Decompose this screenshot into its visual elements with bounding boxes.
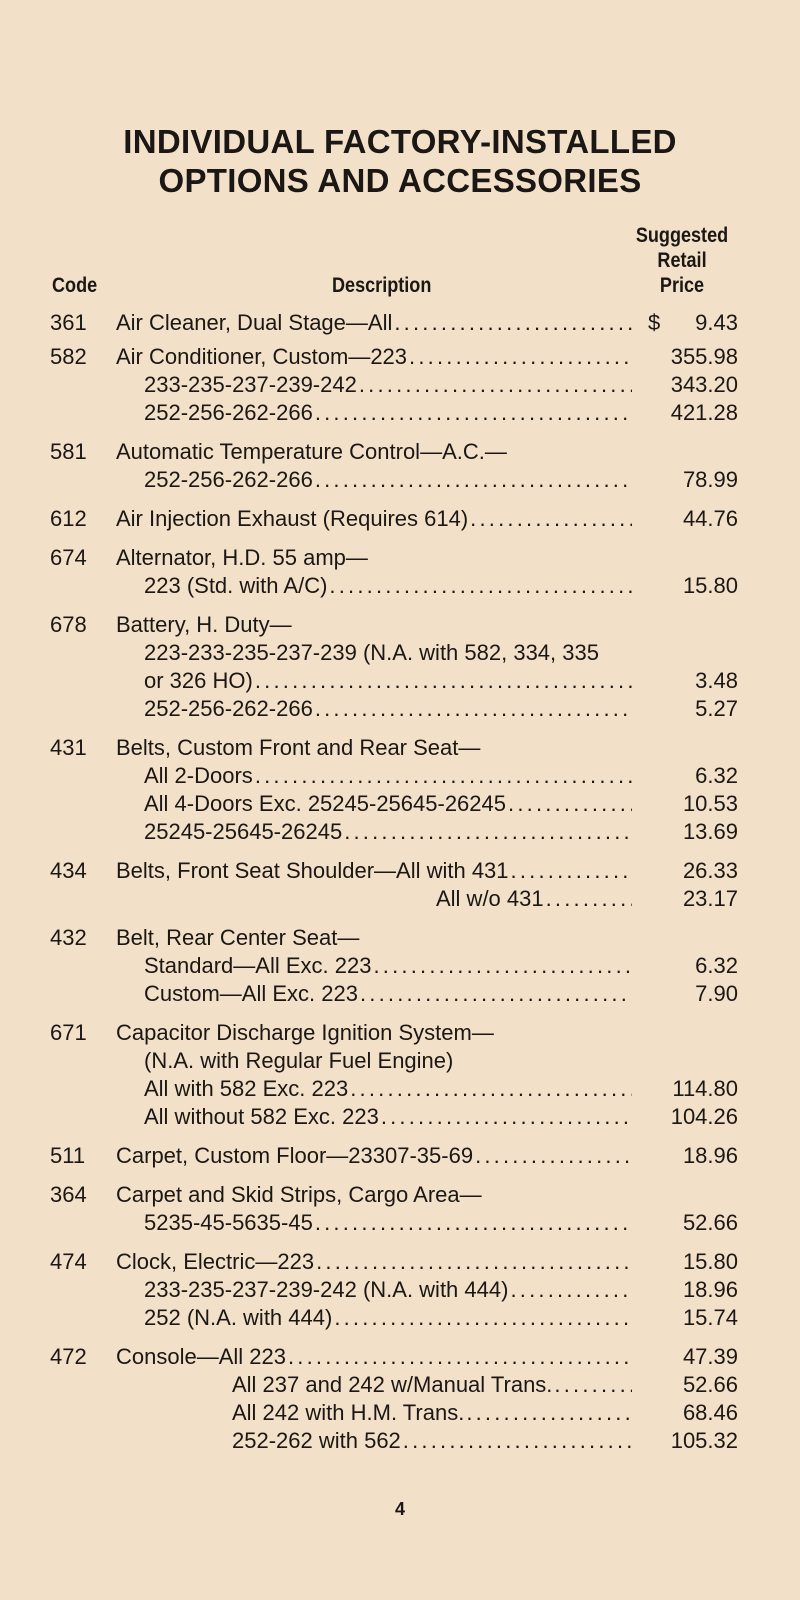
option-price-value: 114.80 bbox=[672, 1076, 738, 1101]
option-price bbox=[628, 343, 738, 371]
dot-leader bbox=[544, 885, 632, 913]
option-description bbox=[144, 572, 632, 600]
option-description-text: 252-256-262-266 bbox=[144, 400, 313, 425]
option-description bbox=[116, 1019, 700, 1047]
dot-leader bbox=[313, 1209, 632, 1237]
option-row bbox=[0, 1075, 800, 1103]
option-price bbox=[628, 980, 738, 1008]
column-header-code: Code bbox=[52, 274, 98, 297]
option-description bbox=[116, 734, 700, 762]
dot-leader bbox=[358, 980, 632, 1008]
option-description bbox=[116, 309, 632, 337]
option-row bbox=[0, 1304, 800, 1332]
option-code: 612 bbox=[50, 506, 87, 531]
dot-leader bbox=[332, 1304, 632, 1332]
option-price-value: 3.48 bbox=[695, 668, 738, 693]
option-description-text: Alternator, H.D. 55 amp— bbox=[116, 545, 368, 570]
option-price-value: 47.39 bbox=[682, 1344, 738, 1369]
option-description-text: Air Cleaner, Dual Stage—All bbox=[116, 310, 393, 335]
option-description bbox=[144, 762, 632, 790]
option-description bbox=[144, 980, 632, 1008]
option-code: 472 bbox=[50, 1344, 87, 1369]
dot-leader bbox=[327, 572, 632, 600]
dot-leader bbox=[313, 399, 632, 427]
option-description bbox=[232, 1399, 632, 1427]
dot-leader bbox=[379, 1103, 632, 1131]
option-description bbox=[144, 818, 632, 846]
dot-leader bbox=[407, 343, 632, 371]
option-row bbox=[0, 1209, 800, 1237]
option-description-text: Carpet and Skid Strips, Cargo Area— bbox=[116, 1182, 482, 1207]
option-description-text: All 242 with H.M. Trans. bbox=[232, 1400, 465, 1425]
option-description bbox=[144, 1047, 700, 1075]
option-row bbox=[0, 857, 800, 885]
option-price bbox=[628, 1427, 738, 1455]
dot-leader bbox=[468, 505, 632, 533]
option-code: 674 bbox=[50, 545, 87, 570]
dot-leader bbox=[552, 1371, 632, 1399]
column-header-price-line-3: Price bbox=[659, 274, 705, 297]
option-description-text: All 237 and 242 w/Manual Trans. bbox=[232, 1372, 553, 1397]
option-price bbox=[628, 1371, 738, 1399]
option-description bbox=[144, 1209, 632, 1237]
dot-leader bbox=[392, 309, 632, 337]
option-description bbox=[144, 667, 632, 695]
dollar-sign: $ bbox=[648, 310, 661, 335]
option-description-text: 233-235-237-239-242 (N.A. with 444) bbox=[144, 1277, 509, 1302]
option-description-text: 223-233-235-237-239 (N.A. with 582, 334, 335 bbox=[144, 640, 599, 665]
option-price-value: 6.32 bbox=[695, 953, 738, 978]
option-price bbox=[628, 1399, 738, 1427]
option-row bbox=[0, 980, 800, 1008]
option-row bbox=[0, 639, 800, 667]
option-price bbox=[628, 572, 738, 600]
option-price-value: 52.66 bbox=[682, 1210, 738, 1235]
option-price-value: 18.96 bbox=[682, 1277, 738, 1302]
option-code: 431 bbox=[50, 735, 87, 760]
option-row bbox=[0, 438, 800, 466]
option-row bbox=[0, 343, 800, 371]
dot-leader bbox=[286, 1343, 632, 1371]
option-description-text: Capacitor Discharge Ignition System— bbox=[116, 1020, 494, 1045]
option-description-text: All w/o 431 bbox=[436, 886, 544, 911]
option-description bbox=[144, 1103, 632, 1131]
option-description-text: or 326 HO) bbox=[144, 668, 253, 693]
option-price bbox=[628, 1248, 738, 1276]
option-price-value: 355.98 bbox=[670, 344, 738, 369]
dot-leader bbox=[371, 952, 632, 980]
option-description bbox=[116, 1181, 700, 1209]
option-row bbox=[0, 399, 800, 427]
option-price bbox=[628, 1103, 738, 1131]
option-description bbox=[144, 639, 700, 667]
option-description-text: 252-256-262-266 bbox=[144, 696, 313, 721]
option-description-text: Belts, Custom Front and Rear Seat— bbox=[116, 735, 481, 760]
option-row bbox=[0, 695, 800, 723]
option-description-text: Belt, Rear Center Seat— bbox=[116, 925, 360, 950]
dot-leader bbox=[464, 1399, 632, 1427]
option-row bbox=[0, 572, 800, 600]
option-price bbox=[628, 695, 738, 723]
option-description-text: 223 (Std. with A/C) bbox=[144, 573, 328, 598]
dot-leader bbox=[314, 1248, 632, 1276]
option-price bbox=[628, 857, 738, 885]
option-price bbox=[628, 818, 738, 846]
option-row bbox=[0, 790, 800, 818]
option-code: 364 bbox=[50, 1182, 87, 1207]
option-row bbox=[0, 667, 800, 695]
option-price-value: 52.66 bbox=[682, 1372, 738, 1397]
option-price bbox=[628, 952, 738, 980]
option-description bbox=[144, 399, 632, 427]
option-description bbox=[116, 505, 632, 533]
option-description bbox=[116, 611, 700, 639]
option-description-text: All with 582 Exc. 223 bbox=[144, 1076, 349, 1101]
option-code: 582 bbox=[50, 344, 87, 369]
option-row bbox=[0, 544, 800, 572]
option-row bbox=[0, 1181, 800, 1209]
option-description bbox=[436, 885, 632, 913]
dot-leader bbox=[401, 1427, 632, 1455]
option-row bbox=[0, 1343, 800, 1371]
option-row bbox=[0, 1399, 800, 1427]
option-description-text: Standard—All Exc. 223 bbox=[144, 953, 372, 978]
dot-leader bbox=[357, 371, 632, 399]
option-row bbox=[0, 952, 800, 980]
option-description bbox=[232, 1371, 632, 1399]
option-description-text: 5235-45-5635-45 bbox=[144, 1210, 313, 1235]
option-description-text: (N.A. with Regular Fuel Engine) bbox=[144, 1048, 454, 1073]
option-description bbox=[116, 857, 632, 885]
option-description-text: 252 (N.A. with 444) bbox=[144, 1305, 333, 1330]
option-description-text: All without 582 Exc. 223 bbox=[144, 1104, 379, 1129]
option-description bbox=[144, 371, 632, 399]
option-description bbox=[144, 695, 632, 723]
option-description bbox=[232, 1427, 632, 1455]
option-price-value: 78.99 bbox=[682, 467, 738, 492]
option-row bbox=[0, 1047, 800, 1075]
option-description-text: Console—All 223 bbox=[116, 1344, 286, 1369]
option-price-value: 15.74 bbox=[682, 1305, 738, 1330]
option-description bbox=[116, 1142, 632, 1170]
page-title-line-2: OPTIONS AND ACCESSORIES bbox=[158, 162, 642, 199]
page-number: 4 bbox=[394, 1499, 405, 1519]
option-price-value: 7.90 bbox=[695, 981, 738, 1006]
option-price bbox=[628, 371, 738, 399]
option-description bbox=[116, 544, 700, 572]
option-code: 678 bbox=[50, 612, 87, 637]
option-row bbox=[0, 1142, 800, 1170]
option-description bbox=[144, 1075, 632, 1103]
option-price-value: 421.28 bbox=[670, 400, 738, 425]
option-price-value: 343.20 bbox=[670, 372, 738, 397]
option-row bbox=[0, 1427, 800, 1455]
option-code: 434 bbox=[50, 858, 87, 883]
option-description bbox=[116, 924, 700, 952]
option-description-text: 25245-25645-26245 bbox=[144, 819, 343, 844]
option-price bbox=[628, 1276, 738, 1304]
option-price bbox=[628, 885, 738, 913]
column-header-price-line-1: Suggested bbox=[635, 224, 729, 247]
page-title-line-1: INDIVIDUAL FACTORY-INSTALLED bbox=[123, 123, 677, 160]
option-price-value: 105.32 bbox=[670, 1428, 738, 1453]
option-price-value: 68.46 bbox=[682, 1400, 738, 1425]
dot-leader bbox=[508, 1276, 632, 1304]
option-price bbox=[628, 505, 738, 533]
option-price-value: 6.32 bbox=[695, 763, 738, 788]
option-row bbox=[0, 309, 800, 337]
option-price bbox=[628, 1343, 738, 1371]
dot-leader bbox=[473, 1142, 632, 1170]
option-row bbox=[0, 885, 800, 913]
option-row bbox=[0, 1371, 800, 1399]
option-row bbox=[0, 466, 800, 494]
option-price-value: 15.80 bbox=[682, 573, 738, 598]
dot-leader bbox=[313, 466, 632, 494]
option-row bbox=[0, 1276, 800, 1304]
option-description-text: 252-262 with 562 bbox=[232, 1428, 401, 1453]
dot-leader bbox=[348, 1075, 632, 1103]
dot-leader bbox=[509, 857, 632, 885]
option-description bbox=[116, 438, 700, 466]
option-description bbox=[144, 790, 632, 818]
option-price bbox=[628, 399, 738, 427]
column-header-price-line-2: Retail bbox=[657, 249, 707, 272]
option-row bbox=[0, 762, 800, 790]
option-code: 432 bbox=[50, 925, 87, 950]
option-description-text: Air Conditioner, Custom—223 bbox=[116, 344, 408, 369]
option-price bbox=[628, 466, 738, 494]
option-price bbox=[628, 1075, 738, 1103]
option-price-value: 18.96 bbox=[682, 1143, 738, 1168]
option-price-value: 104.26 bbox=[670, 1104, 738, 1129]
option-description-text: 233-235-237-239-242 bbox=[144, 372, 357, 397]
column-header-description: Description bbox=[332, 274, 432, 297]
dot-leader bbox=[313, 695, 632, 723]
option-row bbox=[0, 818, 800, 846]
option-row bbox=[0, 611, 800, 639]
option-row bbox=[0, 371, 800, 399]
option-description bbox=[144, 466, 632, 494]
option-price bbox=[628, 309, 738, 337]
option-description-text: Carpet, Custom Floor—23307-35-69 bbox=[116, 1143, 474, 1168]
option-price-value: 9.43 bbox=[695, 310, 738, 335]
option-description-text: All 2-Doors bbox=[144, 763, 253, 788]
option-price bbox=[628, 1209, 738, 1237]
option-price-value: 10.53 bbox=[682, 791, 738, 816]
option-price bbox=[628, 1304, 738, 1332]
option-description bbox=[144, 1276, 632, 1304]
option-price-value: 15.80 bbox=[682, 1249, 738, 1274]
option-description bbox=[144, 1304, 632, 1332]
option-description-text: 252-256-262-266 bbox=[144, 467, 313, 492]
option-code: 581 bbox=[50, 439, 87, 464]
option-price-value: 26.33 bbox=[682, 858, 738, 883]
option-description-text: All 4-Doors Exc. 25245-25645-26245 bbox=[144, 791, 507, 816]
option-price-value: 5.27 bbox=[695, 696, 738, 721]
option-price bbox=[628, 762, 738, 790]
dot-leader bbox=[253, 762, 632, 790]
option-description bbox=[116, 1248, 632, 1276]
option-row bbox=[0, 505, 800, 533]
option-price-value: 13.69 bbox=[682, 819, 738, 844]
dot-leader bbox=[253, 667, 632, 695]
option-description bbox=[116, 1343, 632, 1371]
option-price bbox=[628, 1142, 738, 1170]
option-price bbox=[628, 790, 738, 818]
option-row bbox=[0, 1019, 800, 1047]
option-code: 361 bbox=[50, 310, 87, 335]
dot-leader bbox=[506, 790, 632, 818]
option-code: 671 bbox=[50, 1020, 87, 1045]
dot-leader bbox=[342, 818, 632, 846]
option-description-text: Battery, H. Duty— bbox=[116, 612, 292, 637]
option-description-text: Custom—All Exc. 223 bbox=[144, 981, 358, 1006]
option-row bbox=[0, 734, 800, 762]
option-row bbox=[0, 1248, 800, 1276]
option-row bbox=[0, 1103, 800, 1131]
option-description-text: Automatic Temperature Control—A.C.— bbox=[116, 439, 507, 464]
option-price bbox=[628, 667, 738, 695]
option-description-text: Belts, Front Seat Shoulder—All with 431 bbox=[116, 858, 509, 883]
option-code: 474 bbox=[50, 1249, 87, 1274]
option-description-text: Clock, Electric—223 bbox=[116, 1249, 315, 1274]
option-price-value: 44.76 bbox=[682, 506, 738, 531]
option-description bbox=[116, 343, 632, 371]
option-description-text: Air Injection Exhaust (Requires 614) bbox=[116, 506, 469, 531]
option-row bbox=[0, 924, 800, 952]
option-price-value: 23.17 bbox=[682, 886, 738, 911]
option-code: 511 bbox=[50, 1143, 86, 1168]
option-description bbox=[144, 952, 632, 980]
